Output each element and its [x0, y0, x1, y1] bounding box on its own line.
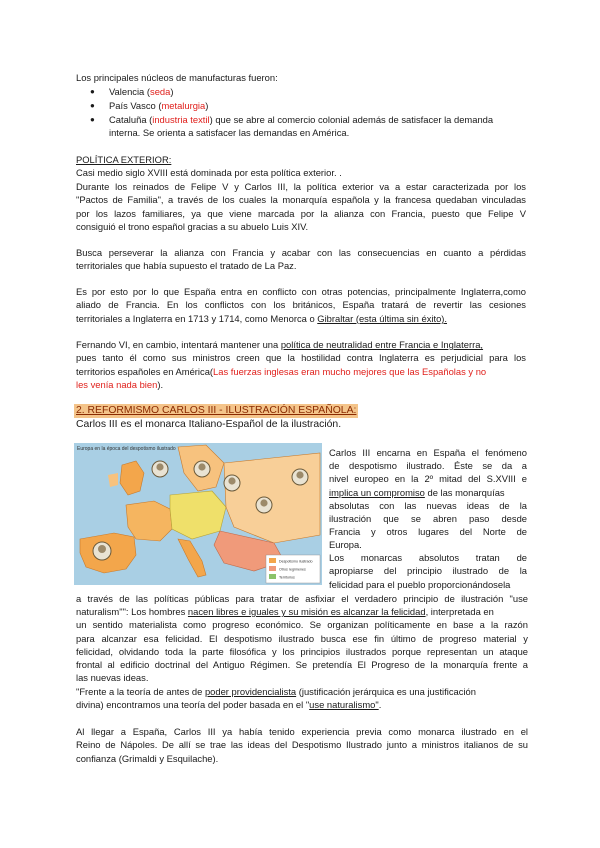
- paragraph-line: Carlos III encarna en España el fenómeno: [329, 447, 527, 458]
- paragraph-line: frontal al edificio doctrinal del Antiguo Régimen. Se pretendía El Progreso de la monarquía frente a: [76, 659, 528, 670]
- paragraph-line: por los lazos familiares, ya que viene marcada por la alianza con Francia, puesto que Felipe V: [76, 208, 526, 219]
- paragraph-line: les venía nada bien).: [76, 379, 164, 390]
- paragraph-line: Durante los reinados de Felipe V y Carlos III, la política exterior va a estar caracterizada por los: [76, 181, 526, 192]
- map-legend-item: Otros regímenes: [279, 567, 306, 572]
- paragraph-line: Francia y otros lugares del Norte de: [329, 526, 527, 537]
- intro-text: Los principales núcleos de manufacturas fueron:: [76, 72, 278, 83]
- paragraph-line: un sentido materialista como progreso económico. Se organizan políticamente en base a la razón: [76, 619, 528, 630]
- bullet-icon: ●: [90, 101, 95, 110]
- quote-line: divina) encontramos una teoría del poder basada en el "use naturalismo".: [76, 699, 382, 710]
- map-legend-item: Territorios: [279, 575, 295, 580]
- paragraph-line: territoriales que había supuesto el tratado de La Paz.: [76, 260, 297, 271]
- quote-line: "Frente a la teoría de antes de poder providencialista (justificación jerárquica es una justificación: [76, 686, 476, 697]
- paragraph-line: Casi medio siglo XVIII está dominada por esta política exterior. .: [76, 167, 342, 178]
- paragraph-line: Reino de Nápoles. De allí se trae las ideas del Despotismo Ilustrado junto a ministros italianos de su: [76, 739, 528, 750]
- paragraph-line: aliado de Francia. En los conflictos con los británicos, España tratará de revertir las cesiones: [76, 299, 526, 310]
- paragraph-line: Los monarcas absolutos tratan de: [329, 552, 527, 563]
- paragraph-line: "Pactos de Familia", a través de los cuales la monarquía española y la francesa quedaban vinculadas: [76, 194, 526, 205]
- paragraph-line: confianza (Grimaldi y Esquilache).: [76, 753, 219, 764]
- paragraph-line: territorios españoles en América(Las fuerzas inglesas eran mucho mejores que las Españolas y no: [76, 366, 487, 377]
- paragraph-line: para alcanzar esa felicidad. El despotismo ilustrado busca ese fin último de progreso material y: [76, 633, 528, 644]
- section-heading-reformismo: 2. REFORMISMO CARLOS III - ILUSTRACIÓN ESPAÑOLA:: [76, 405, 357, 416]
- paragraph-line: implica un compromiso de las monarquías: [329, 487, 505, 498]
- paragraph-line: a través de las políticas públicas para tratar de asfixiar el verdadero principio de ilustración "use: [76, 593, 528, 604]
- paragraph-line: consiguió el trono español gracias a su abuelo Luis XIV.: [76, 221, 309, 232]
- bullet-cataluna: Cataluña (industria textil) que se abre al comercio colonial además de satisfacer la demanda: [109, 114, 494, 125]
- paragraph-line: Busca perseverar la alianza con Francia y acabar con las consecuencias en cuanto a pérdidas: [76, 247, 526, 258]
- paragraph-line: absolutas con las nuevas ideas de la: [329, 500, 527, 511]
- europe-map-image: [74, 443, 322, 585]
- paragraph-line: Europa.: [329, 539, 362, 550]
- section-subtitle: Carlos III es el monarca Italiano-Español de la ilustración.: [76, 419, 342, 430]
- map-legend-item: Despotismo ilustrado: [279, 559, 313, 564]
- paragraph-line: pues tanto él como sus ministros creen que la hostilidad contra Inglaterra es perjudicial para los: [76, 352, 526, 363]
- paragraph-line: Al llegar a España, Carlos III ya había tenido experiencia previa como monarca ilustrado en el: [76, 726, 528, 737]
- paragraph-line: naturalism"": Los hombres nacen libres e iguales y su misión es alcanzar la felicidad, interpretada en: [76, 606, 494, 617]
- paragraph-line: territoriales a Inglaterra en 1713 y 1714, como Menorca o Gibraltar (esta última sin éxito).: [76, 313, 448, 324]
- paragraph-line: ilustración que se abren paso desde: [329, 513, 527, 524]
- section-heading-politica: POLÍTICA EXTERIOR:: [76, 154, 172, 165]
- paragraph-line: felicidad para el pueblo proporcionándosela: [329, 579, 511, 590]
- paragraph-line: las nuevas ideas.: [76, 672, 149, 683]
- bullet-valencia: Valencia (seda): [109, 86, 174, 97]
- map-title: Europa en la época del despotismo ilustrado: [77, 446, 176, 452]
- paragraph-line: Es por esto por lo que España entra en conflicto con otras potencias, principalmente Inglaterra,como: [76, 286, 526, 297]
- bullet-pais-vasco: País Vasco (metalurgia): [109, 100, 209, 111]
- paragraph-line: apropiarse del principio ilustrado de la: [329, 565, 527, 576]
- bullet-icon: ●: [90, 115, 95, 124]
- bullet-cataluna-cont: interna. Se orienta a satisfacer las demandas en América.: [109, 127, 350, 138]
- paragraph-line: nivel europeo en la 2º mitad del S.XVIII e: [329, 473, 527, 484]
- paragraph-line: felicidad, olvidando toda la parte filosófica y los principios ilustrados porque representan un ataque: [76, 646, 528, 657]
- paragraph-line: Fernando VI, en cambio, intentará mantener una política de neutralidad entre Francia e Inglaterra,: [76, 339, 484, 350]
- bullet-icon: ●: [90, 87, 95, 96]
- paragraph-line: de despotismo ilustrado. Éste se da a: [329, 460, 527, 471]
